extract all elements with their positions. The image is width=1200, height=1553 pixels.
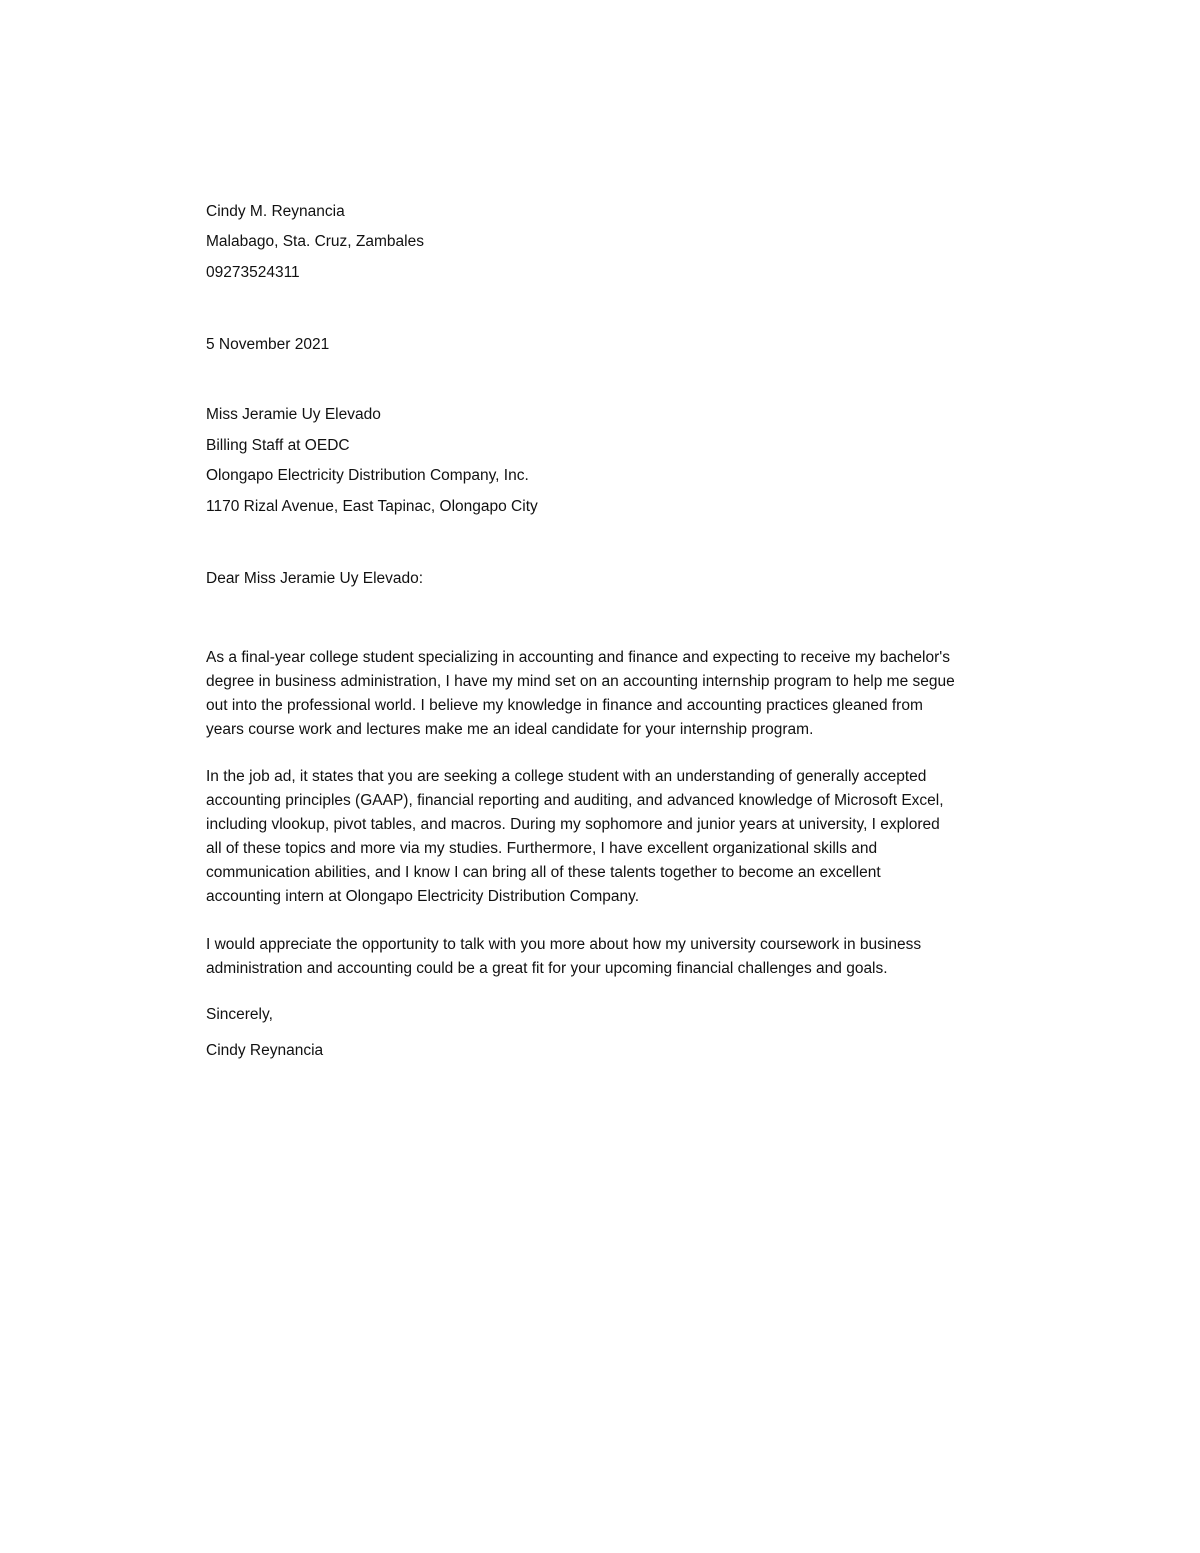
body-paragraph-2 xyxy=(206,765,1006,909)
paragraph-line: As a final-year college student specializing in accounting and finance and expecting to receive my bachelor's xyxy=(206,649,950,666)
recipient-title: Billing Staff at OEDC xyxy=(206,437,350,454)
body-paragraph-3 xyxy=(206,933,1006,981)
paragraph-line: out into the professional world. I believe my knowledge in finance and accounting practices gleaned from xyxy=(206,697,923,714)
paragraph-line: years course work and lectures make me an ideal candidate for your internship program. xyxy=(206,721,814,738)
closing: Sincerely, xyxy=(206,1006,273,1023)
paragraph-line: administration and accounting could be a great fit for your upcoming financial challenges and goals. xyxy=(206,960,888,977)
paragraph-line: degree in business administration, I have my mind set on an accounting internship program to help me segue xyxy=(206,673,955,690)
body-paragraph-1 xyxy=(206,646,1006,742)
paragraph-line: In the job ad, it states that you are seeking a college student with an understanding of generally accepted xyxy=(206,768,927,785)
paragraph-line: including vlookup, pivot tables, and macros. During my sophomore and junior years at university, I explored xyxy=(206,816,940,833)
paragraph-line: all of these topics and more via my studies. Furthermore, I have excellent organizational skills and xyxy=(206,840,878,857)
paragraph-line: accounting principles (GAAP), financial reporting and auditing, and advanced knowledge of Microsoft Excel, xyxy=(206,792,944,809)
salutation: Dear Miss Jeramie Uy Elevado: xyxy=(206,570,424,587)
recipient-name: Miss Jeramie Uy Elevado xyxy=(206,406,381,423)
recipient-address: 1170 Rizal Avenue, East Tapinac, Olongapo City xyxy=(206,498,538,515)
letter-date: 5 November 2021 xyxy=(206,336,330,353)
sender-name: Cindy M. Reynancia xyxy=(206,203,345,220)
paragraph-line: communication abilities, and I know I can bring all of these talents together to become an excellent xyxy=(206,864,881,881)
sender-phone: 09273524311 xyxy=(206,264,300,281)
paragraph-line: accounting intern at Olongapo Electricity Distribution Company. xyxy=(206,888,640,905)
signature: Cindy Reynancia xyxy=(206,1042,324,1059)
paragraph-line: I would appreciate the opportunity to talk with you more about how my university coursework in business xyxy=(206,936,922,953)
sender-address: Malabago, Sta. Cruz, Zambales xyxy=(206,233,424,250)
recipient-company: Olongapo Electricity Distribution Company, Inc. xyxy=(206,467,529,484)
